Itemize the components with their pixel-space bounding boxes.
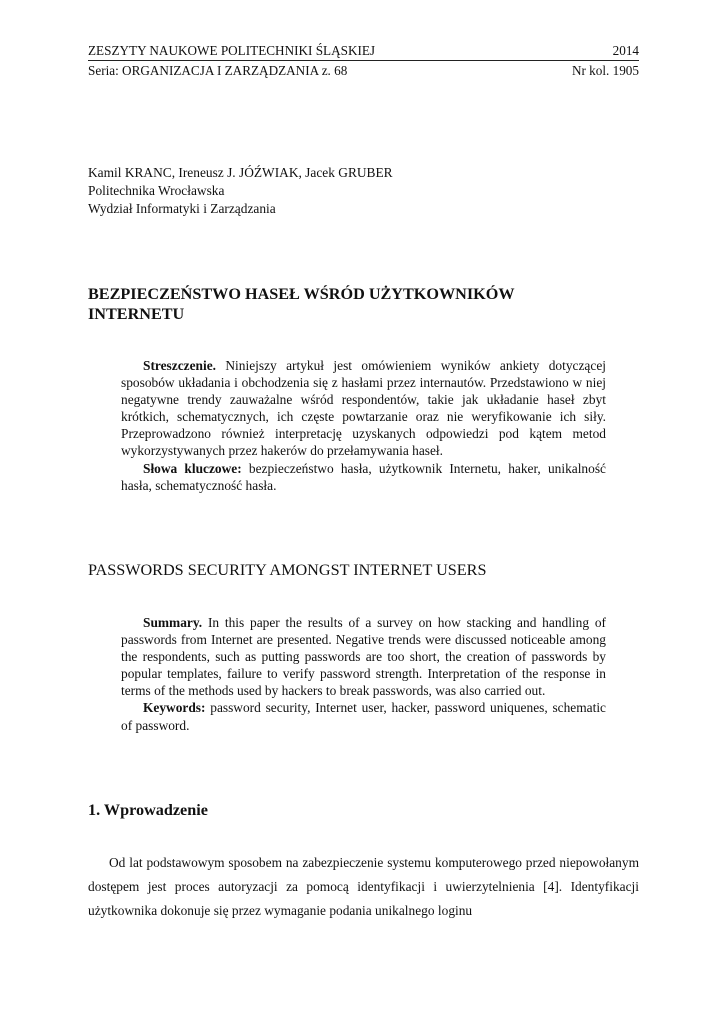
abstract-english-paragraph [121, 614, 606, 699]
running-header-bottom [88, 63, 639, 79]
section-body [88, 851, 639, 924]
keywords-polish-label: Słowa kluczowe: [143, 460, 242, 476]
paper-title-english: PASSWORDS SECURITY AMONGST INTERNET USERS [88, 561, 487, 579]
abstract-polish-paragraph [121, 357, 606, 460]
keywords-english-paragraph [121, 699, 606, 733]
author-names: Kamil KRANC, Ireneusz J. JÓŹWIAK, Jacek GRUBER [88, 165, 393, 180]
keywords-polish-paragraph [121, 460, 606, 494]
abstract-polish-label: Streszczenie. [143, 358, 216, 373]
keywords-english-label: Keywords: [143, 700, 206, 716]
journal-name: ZESZYTY NAUKOWE POLITECHNIKI ŚLĄSKIEJ [88, 43, 376, 58]
abstract-english-label: Summary. [143, 615, 203, 630]
abstract-polish [121, 357, 606, 494]
abstract-english [121, 614, 606, 734]
keywords-english-text: password security, Internet user, hacker, password uniquenes, schematic of password. [121, 700, 606, 733]
header-rule [88, 60, 639, 61]
section-heading: 1. Wprowadzenie [88, 801, 208, 819]
abstract-polish-text: Niniejszy artykuł jest omówieniem wyników ankiety dotyczącej sposobów układania i obchodzenia się z hasłami przez internautów. Przedstawiono w niej negatywne trendy zauważalne wśród respondentów, takie jak układanie haseł zbyt krótkich, schematycznych, ich częste powtarzanie oraz nie weryfikowanie ich siły. Przeprowadzono również interpretację uzyskanych odpowiedzi pod kątem metod wykorzystywanych przez hakerów do przełamywania haseł. [121, 358, 606, 459]
author-university: Politechnika Wrocławska [88, 183, 225, 198]
issue-number: Nr kol. 1905 [571, 63, 639, 78]
abstract-english-text: In this paper the results of a survey on how stacking and handling of passwords from Internet are presented. Negative trends were discussed noticeable among the respondents, such as putting passwords are too short, the creation of passwords by popular templates, failure to verify password strength. Interpretation of the response in terms of the methods used by hackers to break passwords, was also carried out. [121, 615, 606, 699]
author-block [88, 164, 393, 218]
paper-title-polish: BEZPIECZEŃSTWO HASEŁ WŚRÓD UŻYTKOWNIKÓW INTERNETU [88, 285, 515, 323]
running-header-top [88, 43, 639, 59]
publication-year: 2014 [612, 43, 639, 58]
body-paragraph: Od lat podstawowym sposobem na zabezpieczenie systemu komputerowego przed niepowołanym dostępem jest proces autoryzacji za pomocą identyfikacji i uwierzytelnienia [4]. Identyfikacji użytkownika dokonuje się przez wymaganie podania unikalnego loginu [88, 855, 639, 919]
keywords-polish-text: bezpieczeństwo hasła, użytkownik Internetu, haker, unikalność hasła, schematyczność hasła. [121, 460, 606, 493]
author-faculty: Wydział Informatyki i Zarządzania [88, 201, 276, 216]
series-info: Seria: ORGANIZACJA I ZARZĄDZANIA z. 68 [88, 63, 348, 78]
